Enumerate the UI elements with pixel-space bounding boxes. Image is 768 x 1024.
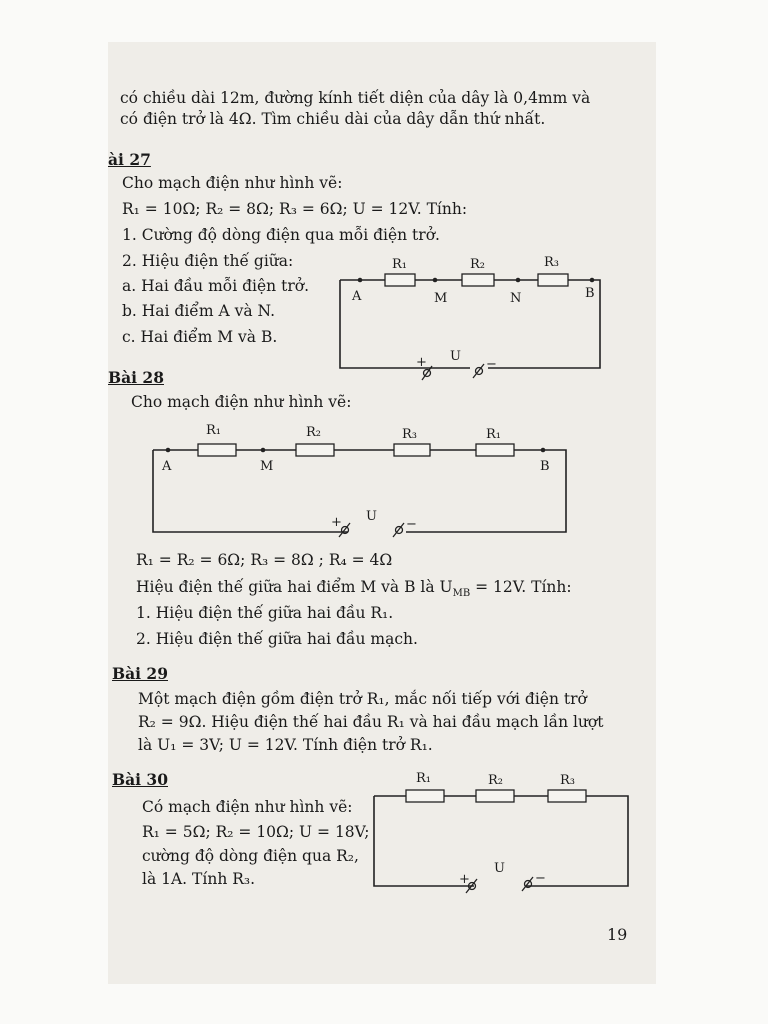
label-r3: R₃ [560,773,575,788]
node-m-label: M [260,459,274,474]
resistor-r4 [476,444,514,456]
label-r2: R₂ [470,257,485,272]
bai30-circuit-diagram [366,768,636,898]
node-n-dot [516,278,521,283]
bai27-line: a. Hai đầu mỗi điện trở. [122,277,309,295]
label-r2: R₂ [306,425,321,440]
bai30-line: cường độ dòng điện qua R₂, [142,847,359,865]
bai30-line: là 1A. Tính R₃. [142,870,256,888]
label-r1: R₁ [416,771,431,786]
node-b-label: B [540,459,550,474]
resistor-r3 [394,444,430,456]
intro-line-1: có chiều dài 12m, đường kính tiết diện của dây là 0,4mm và [120,89,591,107]
bai28-circuit-diagram [148,414,573,538]
bai28-line: R₁ = R₂ = 6Ω; R₃ = 8Ω ; R₄ = 4Ω [136,551,393,569]
bai28-line: 1. Hiệu điện thế giữa hai đầu R₁. [136,604,394,622]
source-u-label: U [494,861,505,876]
bai27-line: 1. Cường độ dòng điện qua mỗi điện trở. [122,226,440,244]
node-b-dot [590,278,595,283]
resistor-r2 [462,274,494,286]
bai30-heading: Bài 30 [112,770,168,789]
node-b-dot [541,448,546,453]
bai27-line: R₁ = 10Ω; R₂ = 8Ω; R₃ = 6Ω; U = 12V. Tính: [122,200,468,218]
label-r4: R₁ [486,427,501,442]
source-u-label: U [450,349,461,364]
node-m-dot [433,278,438,283]
label-r1: R₁ [392,257,407,272]
circuit-wire [153,450,566,532]
circuit-wire [340,280,600,368]
page-number: 19 [607,925,628,944]
bai29-line: R₂ = 9Ω. Hiệu điện thế hai đầu R₁ và hai đầu mạch lần lượt [138,713,604,731]
label-r3: R₃ [402,427,417,442]
label-r3: R₃ [544,255,559,270]
bai28-intro: Cho mạch điện như hình vẽ: [131,393,352,411]
umb-text: Hiệu điện thế giữa hai điểm M và B là U [136,578,453,596]
node-n-label: N [510,291,522,306]
bai27-line: Cho mạch điện như hình vẽ: [122,174,343,192]
bai27-heading: ài 27 [108,150,151,169]
label-r2: R₂ [488,773,503,788]
bai27-line: b. Hai điểm A và N. [122,302,276,320]
node-b-label: B [585,286,595,301]
bai27-line: 2. Hiệu điện thế giữa: [122,252,294,270]
bai29-line: Một mạch điện gồm điện trở R₁, mắc nối tiếp với điện trở [138,690,587,708]
node-a-dot [166,448,171,453]
node-a-label: A [162,459,172,474]
resistor-r1 [406,790,444,802]
resistor-r1 [385,274,415,286]
resistor-r3 [548,790,586,802]
terminal-plus-label: + [459,872,470,887]
node-a-label: A [352,289,362,304]
resistor-r2 [296,444,334,456]
bai28-heading: Bài 28 [108,368,164,387]
node-m-label: M [434,291,448,306]
resistor-r3 [538,274,568,286]
bai27-line: c. Hai điểm M và B. [122,328,278,346]
terminal-plus-label: + [416,355,427,370]
bai27-circuit-diagram [330,250,620,385]
bai30-line: Có mạch điện như hình vẽ: [142,798,353,816]
umb-subscript: MB [452,588,471,600]
umb-tail: = 12V. Tính: [470,578,572,596]
bai28-line: 2. Hiệu điện thế giữa hai đầu mạch. [136,630,418,648]
bai28-line-umb [136,577,572,604]
label-r1: R₁ [206,423,221,438]
node-a-dot [358,278,363,283]
resistor-r1 [198,444,236,456]
node-m-dot [261,448,266,453]
intro-line-2: có điện trở là 4Ω. Tìm chiều dài của dây dẫn thứ nhất. [120,110,546,128]
bai30-line: R₁ = 5Ω; R₂ = 10Ω; U = 18V; [142,823,370,841]
terminal-minus-label: − [486,357,497,372]
terminal-plus-label: + [331,515,342,530]
terminal-minus-label: − [406,517,417,532]
bai29-heading: Bài 29 [112,664,168,683]
bai29-line: là U₁ = 3V; U = 12V. Tính điện trở R₁. [138,736,433,754]
source-u-label: U [366,509,377,524]
terminal-minus-label: − [535,871,546,886]
resistor-r2 [476,790,514,802]
